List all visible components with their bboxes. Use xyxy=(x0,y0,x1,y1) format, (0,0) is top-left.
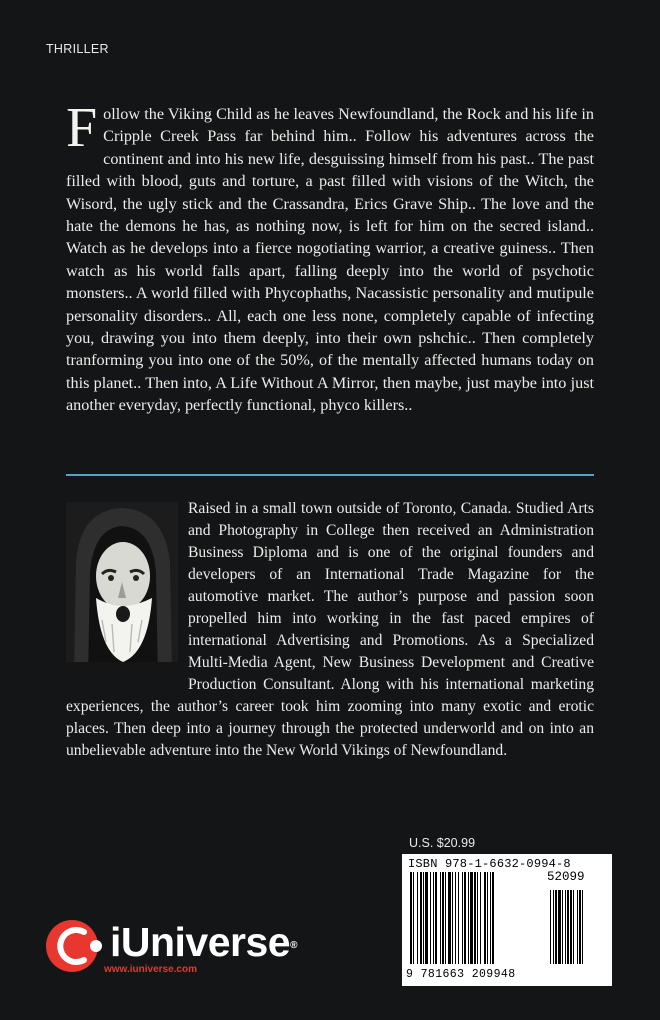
price-label: U.S. $20.99 xyxy=(409,836,476,850)
publisher-name: iUniverse® xyxy=(110,919,297,965)
author-portrait-image xyxy=(66,502,178,680)
publisher-url: www.iuniverse.com xyxy=(104,964,197,975)
price-addon-code: 52099 xyxy=(547,870,585,884)
isbn-barcode xyxy=(402,854,612,986)
author-bio: Raised in a small town outside of Toronto, Canada. Studied Arts and Photography in College then received an Administration Business Diploma and is one of the original founders and developers of an International Trade Magazine for the automotive market. The author’s purpose and passion soon propelled him into working in the fast paced empires of international Advertising and Promotions. As a Specialized Multi-Media Agent, New Business Development and Creative Production Consultant. Along with his international marketing experiences, the author’s career took him zooming into many exotic and erotic places. Then deep into a journey through the protected underworld and on into an unbelievable adventure into the New World Vikings of Newfoundland. xyxy=(66,500,594,759)
author-section xyxy=(66,498,594,762)
blurb-text: ollow the Viking Child as he leaves Newfoundland, the Rock and his life in Cripple Creek Pass far behind him.. Follow his adventures across the continent and into his new life, desguissing himself from his past.. The past filled with blood, guts and torture, a past filled with visions of the Witch, the Wisord, the ugly stick and the Crassandra, Erics Grave Ship.. The love and the hate the demons he has, as nothing now, is left for him on the secred island.. Watch as he develops into a fierce nogotiating warrior, a creative guiness.. Then watch as his world falls apart, falling deeply into the world of psychotic monsters.. A world filled with Phycophaths, Nacassistic personality and mutipule personality disorders.. All, each one less none, completely capable of infecting you, drawing you into them deeply, into their own pshchic.. Then completely tranforming you into one of the 50%, of the mentally affected humans today on this planet.. Then into, A Life Without A Mirror, then maybe, just maybe into just another everyday, perfectly functional, phyco killers.. xyxy=(66,105,594,415)
isbn-label: ISBN 978-1-6632-0994-8 xyxy=(408,857,571,871)
ean-digits: 9 781663 209948 xyxy=(406,968,516,981)
genre-label: THRILLER xyxy=(46,42,109,56)
barcode-bars xyxy=(408,872,608,968)
book-blurb xyxy=(66,97,594,417)
section-divider xyxy=(66,474,594,476)
iuniverse-logo-icon xyxy=(44,918,108,978)
drop-cap: F xyxy=(66,97,98,159)
publisher-logo xyxy=(44,918,297,983)
author-photo xyxy=(66,502,178,680)
